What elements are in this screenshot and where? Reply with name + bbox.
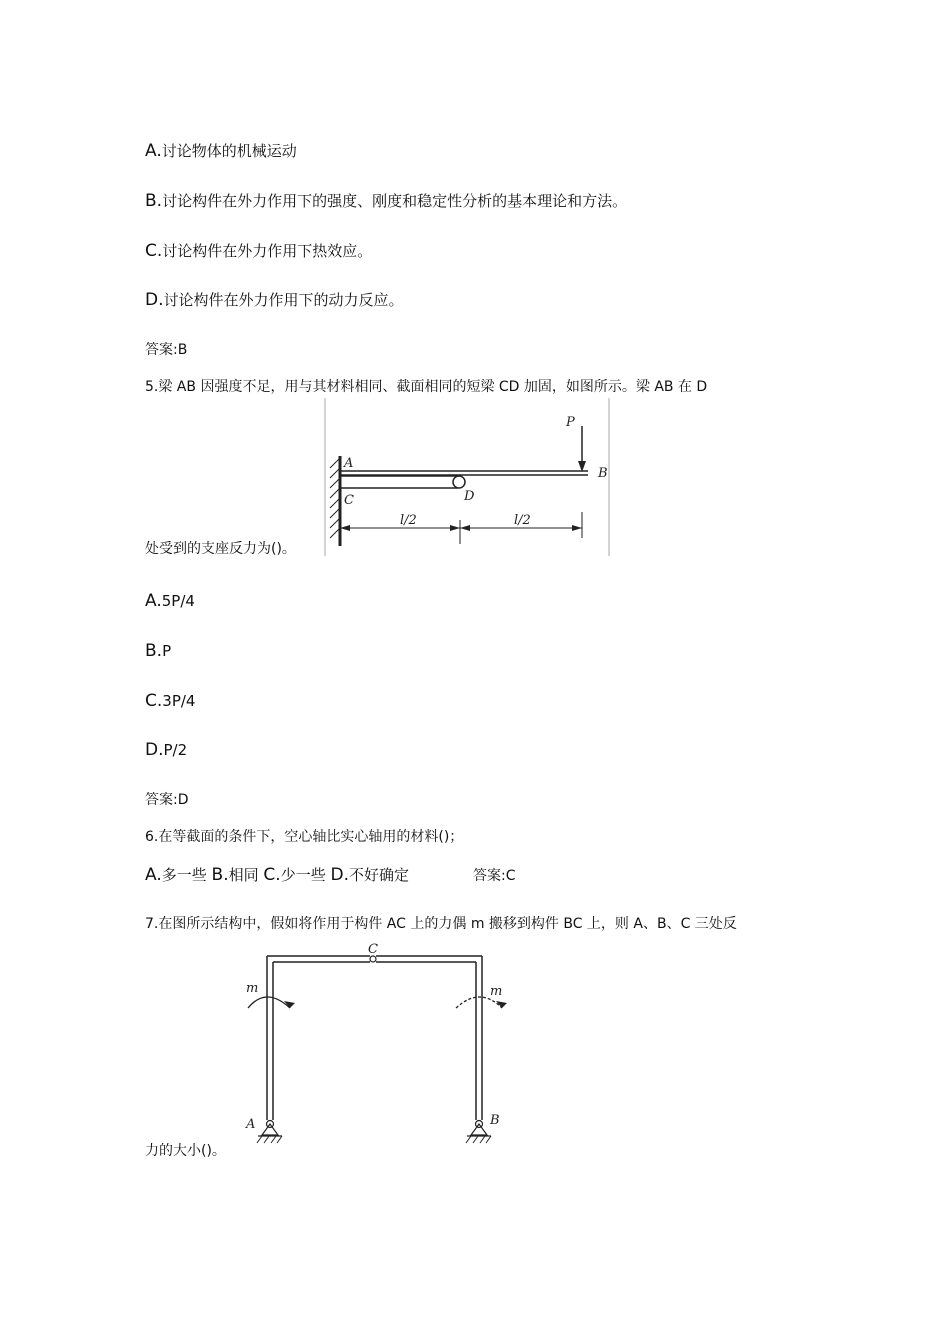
- couple-arrow-left: [248, 997, 295, 1008]
- option-letter: D.: [145, 740, 164, 760]
- option-letter: B.: [145, 191, 163, 211]
- q6-answer: 答案:C: [473, 868, 516, 884]
- option-letter: B.: [145, 641, 163, 661]
- option-letter: B.: [211, 865, 229, 885]
- q5-answer: 答案:D: [145, 792, 189, 808]
- q7-frame-figure: [240, 940, 520, 1150]
- roller-d: [453, 476, 465, 488]
- label-m-right: m: [490, 984, 503, 999]
- q4-option-b: [145, 190, 627, 212]
- q5-option-c: [145, 690, 195, 712]
- frame-ac: [267, 956, 370, 1120]
- q5-option-a: [145, 590, 195, 612]
- load-arrow-p: [578, 426, 586, 472]
- q6-options-row: [145, 864, 409, 886]
- q4-option-c: [145, 240, 372, 262]
- option-letter: D.: [145, 290, 164, 310]
- dim-left-label: l/2: [400, 513, 417, 528]
- q5-option-b: [145, 640, 171, 662]
- option-text: 不好确定: [348, 866, 409, 884]
- q4-answer: 答案:B: [145, 342, 188, 358]
- label-c: C: [368, 942, 378, 957]
- q6-stem: 6.在等截面的条件下，空心轴比实心轴用的材料()；: [145, 829, 464, 845]
- dim-right-label: l/2: [514, 513, 531, 528]
- option-letter: C.: [145, 241, 163, 261]
- q5-option-d: [145, 739, 187, 761]
- wall-support: [330, 456, 340, 546]
- option-letter: C.: [263, 865, 281, 885]
- label-a: A: [344, 456, 354, 471]
- dimension-lines: [340, 512, 582, 544]
- option-letter: A.: [145, 591, 162, 611]
- beam-ab: [340, 471, 588, 475]
- option-letter: C.: [145, 691, 163, 711]
- option-text: 少一些: [280, 866, 326, 884]
- q5-stem-line1: 5.梁 AB 因强度不足，用与其材料相同、截面相同的短梁 CD 加固，如图所示。梁 AB 在 D: [145, 379, 708, 395]
- option-letter: A.: [145, 141, 162, 161]
- beam-cd: [340, 476, 458, 488]
- option-letter: A.: [145, 865, 162, 885]
- option-letter: D.: [330, 865, 349, 885]
- option-text: 讨论构件在外力作用下的强度、刚度和稳定性分析的基本理论和方法。: [162, 192, 628, 210]
- option-text: 3P/4: [162, 692, 196, 710]
- q5-beam-figure: [322, 396, 617, 558]
- q4-option-a: [145, 140, 297, 162]
- q4-option-d: [145, 289, 404, 311]
- label-c: C: [344, 493, 354, 508]
- option-text: 讨论物体的机械运动: [161, 142, 297, 160]
- label-b: B: [490, 1113, 500, 1128]
- option-text: 5P/4: [161, 592, 195, 610]
- label-p: P: [566, 415, 575, 430]
- option-text: 讨论构件在外力作用下的动力反应。: [163, 291, 404, 309]
- frame-bc: [376, 956, 482, 1120]
- q5-stem-line2: 处受到的支座反力为()。: [145, 541, 296, 557]
- label-d: D: [464, 489, 475, 504]
- option-text: P/2: [163, 741, 188, 759]
- label-b: B: [598, 466, 608, 481]
- option-text: 讨论构件在外力作用下热效应。: [162, 242, 373, 260]
- option-text: 多一些: [161, 866, 207, 884]
- support-a: [257, 1121, 282, 1144]
- q7-stem-line1: 7.在图所示结构中，假如将作用于构件 AC 上的力偶 m 搬移到构件 BC 上，则 A、B、C 三处反: [145, 916, 737, 932]
- label-a: A: [246, 1117, 256, 1132]
- label-m-left: m: [246, 981, 259, 996]
- q7-stem-line2: 力的大小()。: [145, 1143, 226, 1159]
- option-text: P: [162, 642, 172, 660]
- support-b: [466, 1121, 491, 1144]
- option-text: 相同: [228, 866, 259, 884]
